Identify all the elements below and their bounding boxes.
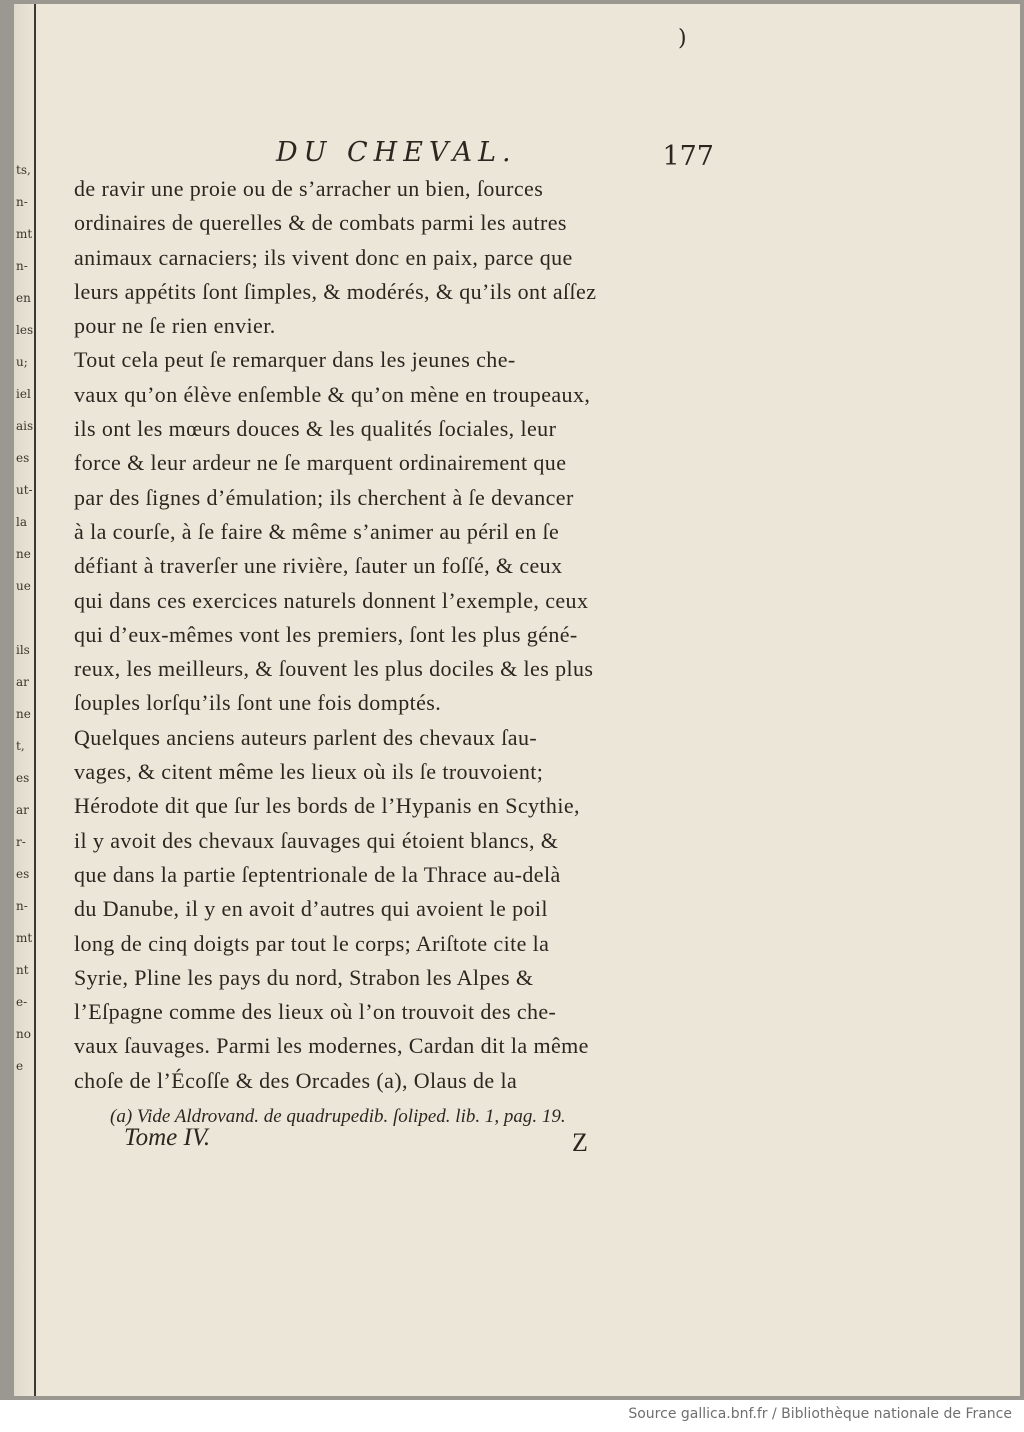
text-line: pour ne ſe rien envier.: [74, 313, 276, 339]
margin-fragment: ar: [16, 675, 29, 689]
text-line: vaux ſauvages. Parmi les modernes, Cardan dit la même: [74, 1033, 589, 1059]
margin-fragment: iel: [16, 387, 31, 401]
footnote: (a) Vide Aldrovand. de quadrupedib. ſoliped. lib. 1, pag. 19.: [110, 1106, 566, 1127]
margin-fragment: la: [16, 515, 27, 529]
margin-fragment: ais: [16, 419, 34, 433]
margin-fragment: e: [16, 1059, 24, 1073]
text-line: à la courſe, à ſe faire & même s’animer au péril en ſe: [74, 518, 560, 544]
book-page: [14, 4, 1020, 1396]
volume-signature: Tome IV.: [124, 1124, 211, 1151]
running-title: DU CHEVAL.: [276, 137, 517, 168]
page-number: 177: [662, 141, 714, 172]
margin-fragment: r-: [16, 835, 26, 849]
source-credit: Source gallica.bnf.fr / Bibliothèque nationale de France: [628, 1406, 1012, 1422]
text-line: leurs appétits ſont ſimples, & modérés, & qu’ils ont aſſez: [74, 278, 597, 304]
margin-fragment: es: [16, 867, 30, 881]
margin-fragment: es: [16, 771, 30, 785]
margin-fragment: en: [16, 291, 31, 305]
margin-fragment: u;: [16, 355, 28, 369]
text-line: l’Eſpagne comme des lieux où l’on trouvoit des che-: [74, 999, 557, 1025]
text-line: par des ſignes d’émulation; ils cherchent à ſe devancer: [74, 484, 574, 510]
margin-fragment: e-: [16, 995, 28, 1009]
text-line: Quelques anciens auteurs parlent des chevaux ſau-: [74, 724, 538, 750]
margin-mark: ): [678, 26, 687, 51]
margin-fragment: n-: [16, 899, 28, 913]
text-line: Hérodote dit que ſur les bords de l’Hypanis en Scythie,: [74, 793, 580, 819]
margin-fragment: ut-: [16, 483, 33, 497]
text-line: choſe de l’Écoſſe & des Orcades (a), Olaus de la: [74, 1067, 518, 1093]
text-line: vages, & citent même les lieux où ils ſe trouvoient;: [74, 759, 544, 785]
margin-fragment: ts,: [16, 163, 31, 177]
text-line: que dans la partie ſeptentrionale de la Thrace au-delà: [74, 861, 561, 887]
margin-fragment: ar: [16, 803, 29, 817]
margin-fragment: mt: [16, 227, 33, 241]
text-line: il y avoit des chevaux ſauvages qui étoient blancs, &: [74, 827, 559, 853]
margin-fragment: les: [16, 323, 34, 337]
margin-fragment: nt: [16, 963, 29, 977]
text-line: long de cinq doigts par tout le corps; Ariſtote cite la: [74, 930, 550, 956]
margin-fragment: ue: [16, 579, 31, 593]
text-line: ils ont les mœurs douces & les qualités ſociales, leur: [74, 416, 557, 442]
text-line: du Danube, il y en avoit d’autres qui avoient le poil: [74, 896, 548, 922]
text-line: de ravir une proie ou de s’arracher un bien, ſources: [74, 176, 544, 201]
text-line: ſouples lorſqu’ils ſont une fois domptés.: [74, 690, 442, 716]
text-line: Tout cela peut ſe remarquer dans les jeunes che-: [74, 347, 516, 373]
text-line: Syrie, Pline les pays du nord, Strabon les Alpes &: [74, 964, 534, 990]
margin-fragment: [14, 602, 36, 634]
text-line: défiant à traverſer une rivière, ſauter un foſſé, & ceux: [74, 553, 563, 579]
previous-page-margin-fragments: [14, 154, 36, 1082]
margin-fragment: no: [16, 1027, 31, 1041]
margin-fragment: t,: [16, 739, 25, 753]
margin-fragment: es: [16, 451, 30, 465]
margin-fragment: n-: [16, 259, 28, 273]
body-text: [74, 172, 596, 1098]
gathering-signature: Z: [572, 1128, 588, 1157]
margin-fragment: mt: [16, 931, 33, 945]
text-line: force & leur ardeur ne ſe marquent ordinairement que: [74, 450, 567, 476]
margin-fragment: ne: [16, 707, 31, 721]
text-line: qui d’eux-mêmes vont les premiers, ſont les plus géné-: [74, 621, 578, 647]
text-line: reux, les meilleurs, & ſouvent les plus dociles & les plus: [74, 656, 594, 682]
text-line: ordinaires de querelles & de combats parmi les autres: [74, 210, 567, 236]
text-line: animaux carnaciers; ils vivent donc en paix, parce que: [74, 244, 573, 270]
margin-fragment: ne: [16, 547, 31, 561]
text-line: vaux qu’on élève enſemble & qu’on mène en troupeaux,: [74, 381, 591, 407]
margin-fragment: n-: [16, 195, 28, 209]
text-line: qui dans ces exercices naturels donnent l’exemple, ceux: [74, 587, 589, 613]
margin-fragment: ils: [16, 643, 30, 657]
